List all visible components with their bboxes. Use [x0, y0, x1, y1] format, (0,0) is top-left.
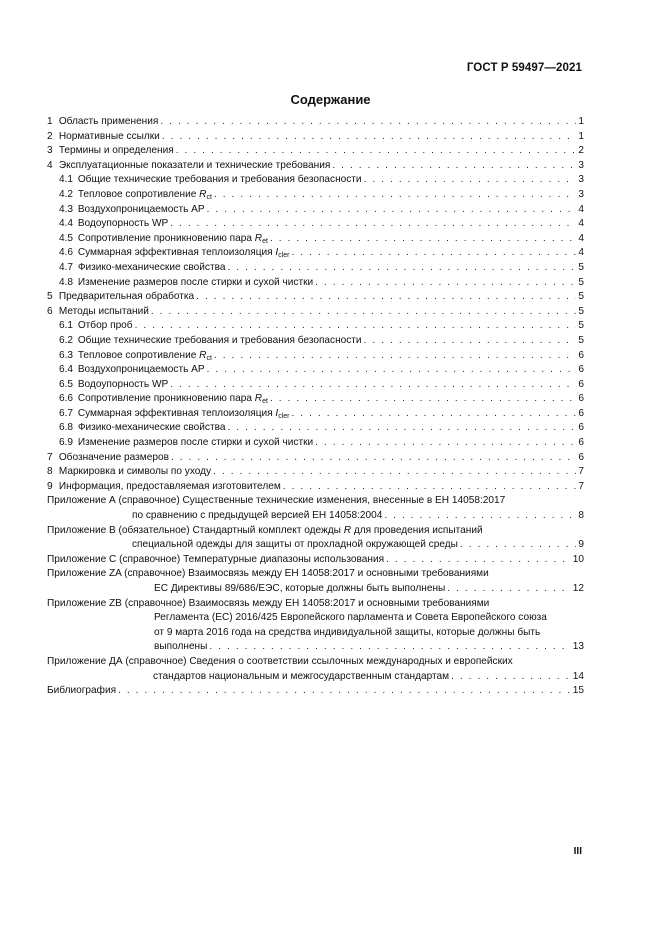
toc-annex-zb-line3[interactable]: от 9 марта 2016 года на средства индивидуальной защиты, которые должны быть — [154, 626, 541, 638]
toc-annex-a-line2[interactable]: по сравнению с предыдущей версией ЕН 14058:2004 . . . 8 — [47, 509, 584, 524]
toc-entry-number: 4.7 — [59, 261, 74, 273]
toc-annex-zb-line4[interactable]: выполнены . . . 13 — [47, 640, 584, 655]
toc-page-number: 6 — [578, 393, 584, 405]
toc-entry-number: 6.4 — [59, 364, 74, 376]
leader-dots — [162, 130, 577, 145]
toc-page-number: 3 — [578, 188, 584, 200]
toc-entry[interactable] — [47, 378, 584, 393]
toc-page-number: 5 — [578, 305, 584, 317]
leader-dots — [332, 159, 576, 174]
toc-entry[interactable] — [47, 159, 584, 174]
toc-entry-number: 6.3 — [59, 349, 74, 361]
leader-dots — [171, 451, 576, 466]
leader-dots — [460, 538, 576, 553]
toc-entry-number: 7 — [47, 451, 53, 463]
toc-page-number: 8 — [578, 510, 584, 522]
toc-entry-title: Область применения — [58, 116, 159, 127]
toc-page-number: 1 — [578, 116, 584, 127]
leader-dots — [451, 670, 571, 685]
toc-entry[interactable] — [47, 436, 584, 451]
toc-entry[interactable] — [47, 144, 584, 159]
toc-page-number: 10 — [572, 553, 584, 565]
toc-entry[interactable] — [47, 349, 584, 364]
toc-annex-za-line1[interactable]: Приложение ZA (справочное) Взаимосвязь между ЕН 14058:2017 и основными требованиями — [47, 568, 489, 580]
leader-dots — [270, 392, 576, 407]
toc-entry-title: Методы испытаний — [58, 305, 149, 317]
toc-page-number: 15 — [572, 685, 584, 697]
page-number-roman: III — [573, 846, 582, 857]
toc-page-number: 3 — [578, 174, 584, 186]
leader-dots — [151, 305, 577, 320]
toc-bibliography[interactable]: Библиография . . . 15 — [47, 684, 584, 699]
toc-entry[interactable] — [47, 246, 584, 261]
toc-page-number: 5 — [578, 276, 584, 288]
toc-page-number: 6 — [578, 451, 584, 463]
toc-entry-title: Термины и определения — [58, 145, 174, 157]
toc-entry[interactable] — [47, 188, 584, 203]
toc-entry-symbol: R — [254, 393, 263, 405]
leader-dots — [160, 115, 576, 130]
toc-entry-symbol: R — [199, 188, 207, 200]
toc-page-number: 2 — [578, 145, 584, 157]
toc-entry-number: 9 — [47, 480, 53, 492]
leader-dots — [207, 203, 577, 218]
toc-page-number: 3 — [578, 159, 584, 171]
toc-entry-number: 6.9 — [59, 437, 74, 449]
toc-entry-subscript: cler — [278, 412, 290, 420]
leader-dots — [214, 349, 576, 364]
toc-entry-title: Водоупорность WP — [77, 378, 169, 390]
toc-entry-subscript: et — [262, 237, 268, 245]
leader-dots — [291, 246, 576, 261]
toc-entry[interactable] — [47, 480, 584, 495]
toc-page-number: 5 — [578, 261, 584, 273]
toc-entry-title: Суммарная эффективная теплоизоляция — [77, 247, 276, 259]
toc-entry-number: 4.4 — [59, 218, 74, 230]
toc-entry[interactable] — [47, 232, 584, 247]
toc-entry[interactable] — [47, 451, 584, 466]
leader-dots — [118, 684, 571, 699]
toc-entry[interactable] — [47, 261, 584, 276]
toc-entry-title: Информация, предоставляемая изготовителем — [58, 480, 281, 492]
leader-dots — [227, 421, 576, 436]
toc-entry[interactable] — [47, 115, 584, 130]
toc-entry[interactable] — [47, 363, 584, 378]
toc-page-number: 5 — [578, 334, 584, 346]
leader-dots — [135, 319, 577, 334]
toc-entry-title: Предварительная обработка — [58, 291, 195, 303]
toc-page-number: 14 — [572, 670, 584, 682]
toc-entry-number: 6 — [47, 305, 53, 317]
toc-annex-za-line2[interactable]: ЕС Директивы 89/686/ЕЭС, которые должны быть выполнены . . . 12 — [47, 582, 584, 597]
toc-annex-b-line1[interactable]: Приложение В (обязательное) Стандартный комплект одежды R для проведения испытаний — [47, 524, 483, 536]
toc-entry-title: Изменение размеров после стирки и сухой чистки — [77, 276, 314, 288]
toc-page-number: 7 — [578, 466, 584, 478]
toc-entry-number: 8 — [47, 466, 53, 478]
toc-entry-title: Тепловое сопротивление — [77, 349, 200, 361]
toc-entry[interactable] — [47, 465, 584, 480]
leader-dots — [283, 480, 577, 495]
leader-dots — [364, 334, 577, 349]
leader-dots — [196, 290, 576, 305]
leader-dots — [364, 173, 577, 188]
toc-annex-da-line1[interactable]: Приложение ДА (справочное) Сведения о соответствии ссылочных международных и европейских — [47, 655, 513, 667]
toc-entry-title: Суммарная эффективная теплоизоляция — [77, 407, 276, 419]
toc-page-number: 4 — [578, 203, 584, 215]
toc-entry-subscript: et — [262, 398, 268, 406]
toc-entry-title: Отбор проб — [77, 320, 133, 332]
toc-entry-title: Сопротивление проникновению пара — [77, 232, 255, 244]
toc-entry-number: 4.1 — [59, 174, 74, 186]
toc-entry-number: 6.7 — [59, 407, 74, 419]
leader-dots — [170, 217, 576, 232]
toc-entry-number: 6.1 — [59, 320, 74, 332]
toc-entry-number: 4.8 — [59, 276, 74, 288]
toc-annex-a-line1[interactable]: Приложение А (справочное) Существенные технические изменения, внесенные в ЕН 14058:2017 — [47, 495, 506, 507]
toc-entry-symbol: R — [199, 349, 207, 361]
toc-entry-title: Водоупорность WP — [77, 218, 169, 230]
page-title: Содержание — [290, 92, 371, 107]
leader-dots — [176, 144, 577, 159]
toc-entry[interactable] — [47, 276, 584, 291]
toc-entry[interactable] — [47, 173, 584, 188]
leader-dots — [447, 582, 570, 597]
leader-dots — [315, 276, 576, 291]
toc-page-number: 1 — [578, 130, 584, 142]
toc-page-number: 13 — [572, 641, 584, 653]
toc-entry-number: 3 — [47, 145, 53, 157]
toc-entry[interactable] — [47, 130, 584, 145]
toc-entry[interactable] — [47, 217, 584, 232]
toc-entry-number: 4.5 — [59, 232, 74, 244]
toc-entry-title: Эксплуатационные показатели и технические требования — [58, 159, 331, 171]
toc-page-number: 6 — [578, 378, 584, 390]
toc-entry-title: Обозначение размеров — [58, 451, 169, 463]
toc-entry-number: 6.5 — [59, 378, 74, 390]
leader-dots — [384, 509, 576, 524]
toc-entry-symbol: I — [275, 407, 279, 419]
toc-annex-zb-line1[interactable]: Приложение ZB (справочное) Взаимосвязь между ЕН 14058:2017 и основными требованиями — [47, 597, 490, 609]
toc-entry-title: Общие технические требования и требования безопасности — [77, 174, 362, 186]
toc-entry[interactable] — [47, 290, 584, 305]
toc-entry[interactable] — [47, 334, 584, 349]
toc-annex-zb-line2[interactable]: Регламента (ЕС) 2016/425 Европейского парламента и Совета Европейского союза — [154, 612, 547, 624]
toc-entry-number: 6.8 — [59, 422, 74, 434]
toc-page-number: 4 — [578, 232, 584, 244]
toc-entry-number: 4.3 — [59, 203, 74, 215]
toc-annex-b-line2[interactable]: специальной одежды для защиты от прохладной окружающей среды . . . 9 — [47, 538, 584, 553]
toc-page-number: 5 — [578, 291, 584, 303]
leader-dots — [170, 378, 576, 393]
toc-entry-number: 2 — [47, 130, 53, 142]
leader-dots — [214, 188, 576, 203]
toc-entry-symbol: R — [254, 232, 263, 244]
toc-entry-number: 4 — [47, 159, 53, 171]
toc-entry-title: Общие технические требования и требования безопасности — [77, 334, 362, 346]
toc-page-number: 12 — [572, 583, 584, 594]
toc-annex-da-line2[interactable]: стандартов национальным и межгосударственным стандартам . . . 14 — [47, 670, 584, 685]
toc-entry-number: 1 — [47, 116, 53, 127]
toc-entry[interactable] — [47, 203, 584, 218]
toc-entry[interactable] — [47, 305, 584, 320]
toc-page-number: 6 — [578, 422, 584, 434]
toc-entry-subscript: ct — [206, 193, 212, 201]
toc-entry-title: Тепловое сопротивление — [77, 188, 200, 200]
toc-page-number: 4 — [578, 247, 584, 259]
toc-entry-title: Воздухопроницаемость AP — [77, 364, 205, 376]
standard-number: ГОСТ Р 59497—2021 — [466, 62, 582, 74]
toc-entry[interactable] — [47, 319, 584, 334]
toc-page-number: 6 — [578, 437, 584, 449]
leader-dots — [207, 363, 577, 378]
leader-dots — [209, 640, 570, 655]
toc-entry-number: 4.2 — [59, 188, 74, 200]
toc-page-number: 6 — [578, 349, 584, 361]
toc-entry[interactable] — [47, 392, 584, 407]
toc-entry-number: 4.6 — [59, 247, 74, 259]
toc-sections — [47, 115, 584, 494]
leader-dots — [315, 436, 576, 451]
leader-dots — [227, 261, 576, 276]
toc-entry-subscript: ct — [206, 354, 212, 362]
toc-entry-symbol: I — [275, 247, 279, 259]
toc-entry-number: 6.2 — [59, 334, 74, 346]
toc-entry-title: Физико-механические свойства — [77, 422, 226, 434]
leader-dots — [291, 407, 576, 422]
toc-entry-subscript: cler — [278, 252, 290, 260]
toc-entry-title: Изменение размеров после стирки и сухой чистки — [77, 437, 314, 449]
toc-page-number: 6 — [578, 364, 584, 376]
toc-page-number: 9 — [578, 539, 584, 551]
toc-entry-title: Сопротивление проникновению пара — [77, 393, 255, 405]
toc-page-number: 5 — [578, 320, 584, 332]
toc-entry-number: 6.6 — [59, 393, 74, 405]
toc-page-number: 4 — [578, 218, 584, 230]
toc-entry-title: Маркировка и символы по уходу — [58, 466, 212, 478]
toc-entry-title: Физико-механические свойства — [77, 261, 226, 273]
toc-entry[interactable] — [47, 407, 584, 422]
leader-dots — [213, 465, 576, 480]
toc-page-number: 6 — [578, 407, 584, 419]
toc-annex-c[interactable]: Приложение С (справочное) Температурные диапазоны использования . . . 10 — [47, 553, 584, 568]
table-of-contents — [47, 115, 584, 699]
toc-entry-title: Воздухопроницаемость AP — [77, 203, 205, 215]
toc-page-number: 7 — [578, 480, 584, 492]
leader-dots — [270, 232, 576, 247]
toc-entry-number: 5 — [47, 291, 53, 303]
toc-entry-title: Нормативные ссылки — [58, 130, 160, 142]
leader-dots — [386, 553, 571, 568]
toc-entry[interactable] — [47, 421, 584, 436]
